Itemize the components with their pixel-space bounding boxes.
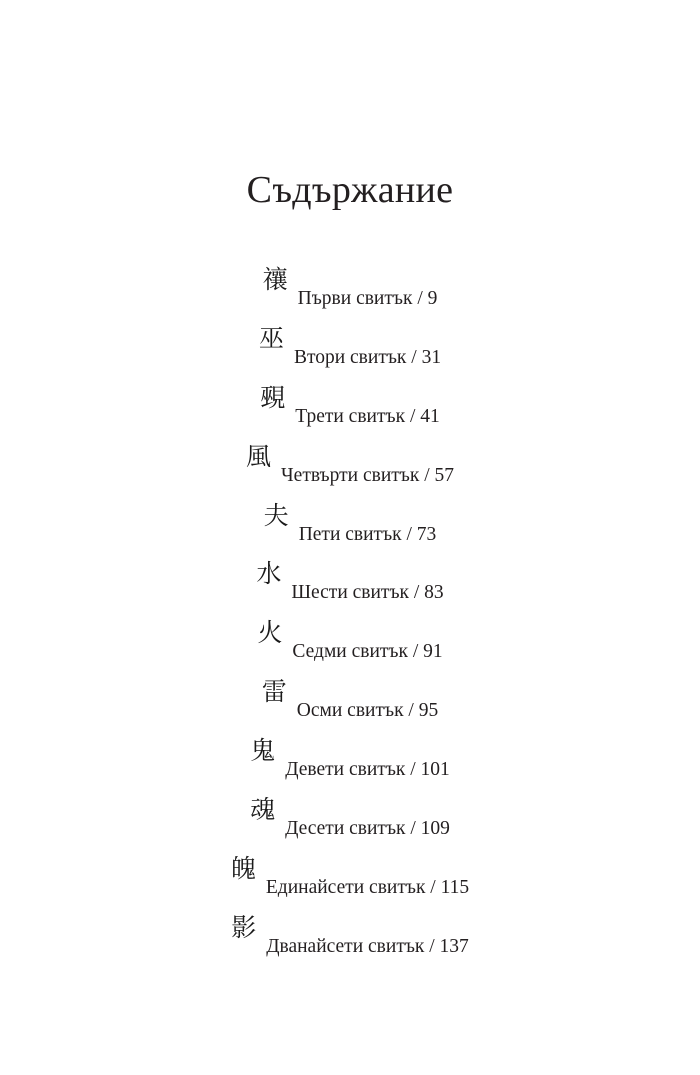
toc-entry-3: [0, 384, 700, 443]
toc-entry-text: Втори свитък / 31: [293, 346, 442, 368]
toc-entry-text: Трети свитък / 41: [295, 405, 440, 427]
page-title: Съдържание: [246, 169, 454, 211]
seal-glyph-icon: 影: [231, 912, 257, 942]
seal-glyph-icon: 夫: [263, 500, 289, 530]
toc-entry-text: Дванайсети свитък / 137: [266, 935, 469, 957]
toc-entry-link[interactable]: [231, 914, 469, 957]
seal-glyph-icon: 巫: [258, 323, 284, 353]
toc-entry-4: [0, 443, 700, 502]
seal-glyph-icon: 火: [257, 618, 283, 648]
toc-entry-6: [0, 560, 700, 619]
toc-entry-link[interactable]: [246, 443, 454, 486]
toc-entry-link[interactable]: [259, 325, 441, 368]
seal-glyph-icon: 風: [245, 441, 271, 471]
toc-entry-link[interactable]: [250, 737, 450, 780]
seal-glyph-icon: 魄: [230, 853, 256, 883]
toc-entry-1: [0, 266, 700, 325]
toc-entry-link[interactable]: [231, 855, 469, 898]
toc-entry-link[interactable]: [262, 678, 438, 721]
toc-entry-link[interactable]: [256, 560, 443, 603]
seal-glyph-icon: 水: [256, 559, 282, 589]
toc-entry-text: Седми свитък / 91: [292, 641, 443, 663]
toc-entry-text: Девети свитък / 101: [285, 759, 450, 781]
toc-entry-link[interactable]: [260, 384, 439, 427]
seal-glyph-icon: 覡: [260, 382, 286, 412]
seal-glyph-icon: 禳: [262, 265, 288, 294]
toc-entry-link[interactable]: [257, 619, 442, 662]
toc-entry-12: [0, 914, 700, 973]
seal-glyph-icon: 魂: [250, 795, 276, 825]
toc-entry-text: Единайсети свитък / 115: [265, 876, 470, 898]
toc-entry-text: Четвърти свитък / 57: [280, 464, 455, 486]
toc-entry-text: Шести свитък / 83: [291, 582, 444, 604]
toc-entry-5: [0, 502, 700, 561]
toc-entry-text: Осми свитък / 95: [296, 700, 439, 722]
toc-entry-10: [0, 796, 700, 855]
toc-entry-7: [0, 619, 700, 678]
toc-entry-9: [0, 737, 700, 796]
toc-entry-link[interactable]: [264, 502, 437, 545]
toc-entry-text: Първи свитък / 9: [297, 288, 438, 309]
toc-entry-8: [0, 678, 700, 737]
toc-entry-11: [0, 855, 700, 914]
toc-entry-2: [0, 325, 700, 384]
toc-entry-text: Десети свитък / 109: [285, 818, 450, 840]
toc-entry-text: Пети свитък / 73: [298, 523, 437, 545]
toc-entry-link[interactable]: [250, 796, 450, 839]
toc-entry-link[interactable]: [263, 266, 438, 309]
seal-glyph-icon: 雷: [261, 677, 287, 707]
seal-glyph-icon: 鬼: [250, 736, 276, 766]
table-of-contents: [0, 266, 700, 973]
